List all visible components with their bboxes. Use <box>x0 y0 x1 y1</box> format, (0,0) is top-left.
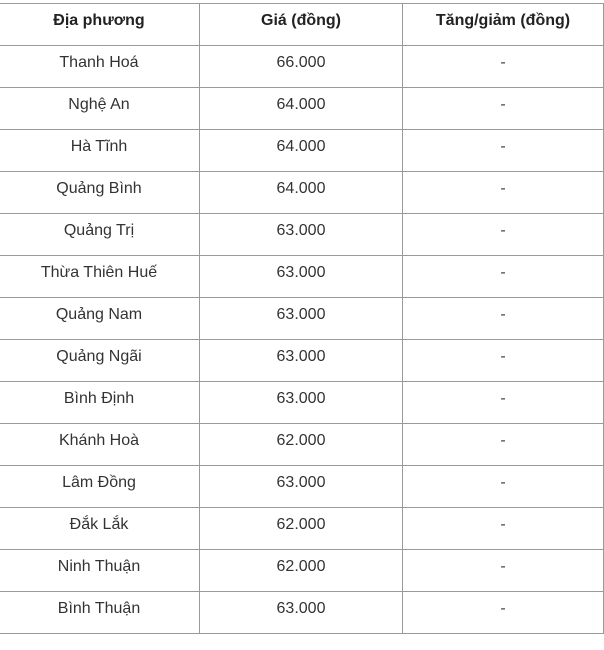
table-row <box>0 592 604 634</box>
header-row <box>0 4 604 46</box>
region-cell: Ninh Thuận <box>0 550 200 592</box>
change-cell: - <box>403 88 604 130</box>
table-body <box>0 46 604 634</box>
table-row <box>0 46 604 88</box>
region-cell: Thanh Hoá <box>0 46 200 88</box>
price-cell: 63.000 <box>200 592 403 634</box>
price-cell: 64.000 <box>200 130 403 172</box>
change-cell: - <box>403 46 604 88</box>
price-cell: 63.000 <box>200 340 403 382</box>
region-cell: Nghệ An <box>0 88 200 130</box>
price-table <box>0 3 604 634</box>
price-cell: 63.000 <box>200 256 403 298</box>
region-cell: Quảng Nam <box>0 298 200 340</box>
price-cell: 64.000 <box>200 172 403 214</box>
change-cell: - <box>403 592 604 634</box>
header-price: Giá (đồng) <box>200 4 403 46</box>
table-row <box>0 424 604 466</box>
price-cell: 66.000 <box>200 46 403 88</box>
table-row <box>0 508 604 550</box>
table-row <box>0 130 604 172</box>
change-cell: - <box>403 298 604 340</box>
region-cell: Hà Tĩnh <box>0 130 200 172</box>
change-cell: - <box>403 172 604 214</box>
table-row <box>0 466 604 508</box>
region-cell: Quảng Trị <box>0 214 200 256</box>
price-cell: 63.000 <box>200 466 403 508</box>
region-cell: Quảng Bình <box>0 172 200 214</box>
region-cell: Bình Thuận <box>0 592 200 634</box>
region-cell: Bình Định <box>0 382 200 424</box>
table-row <box>0 256 604 298</box>
price-cell: 62.000 <box>200 508 403 550</box>
price-cell: 62.000 <box>200 424 403 466</box>
table-row <box>0 298 604 340</box>
table-row <box>0 88 604 130</box>
price-cell: 62.000 <box>200 550 403 592</box>
change-cell: - <box>403 550 604 592</box>
change-cell: - <box>403 382 604 424</box>
table-row <box>0 340 604 382</box>
header-region: Địa phương <box>0 4 200 46</box>
change-cell: - <box>403 340 604 382</box>
region-cell: Quảng Ngãi <box>0 340 200 382</box>
change-cell: - <box>403 256 604 298</box>
region-cell: Thừa Thiên Huế <box>0 256 200 298</box>
price-cell: 63.000 <box>200 382 403 424</box>
region-cell: Đắk Lắk <box>0 508 200 550</box>
table-header <box>0 4 604 46</box>
change-cell: - <box>403 466 604 508</box>
change-cell: - <box>403 214 604 256</box>
change-cell: - <box>403 508 604 550</box>
price-cell: 63.000 <box>200 298 403 340</box>
region-cell: Lâm Đồng <box>0 466 200 508</box>
header-change: Tăng/giảm (đồng) <box>403 4 604 46</box>
region-cell: Khánh Hoà <box>0 424 200 466</box>
price-cell: 64.000 <box>200 88 403 130</box>
price-cell: 63.000 <box>200 214 403 256</box>
table-row <box>0 550 604 592</box>
table-row <box>0 382 604 424</box>
change-cell: - <box>403 424 604 466</box>
table-row <box>0 172 604 214</box>
change-cell: - <box>403 130 604 172</box>
table-row <box>0 214 604 256</box>
